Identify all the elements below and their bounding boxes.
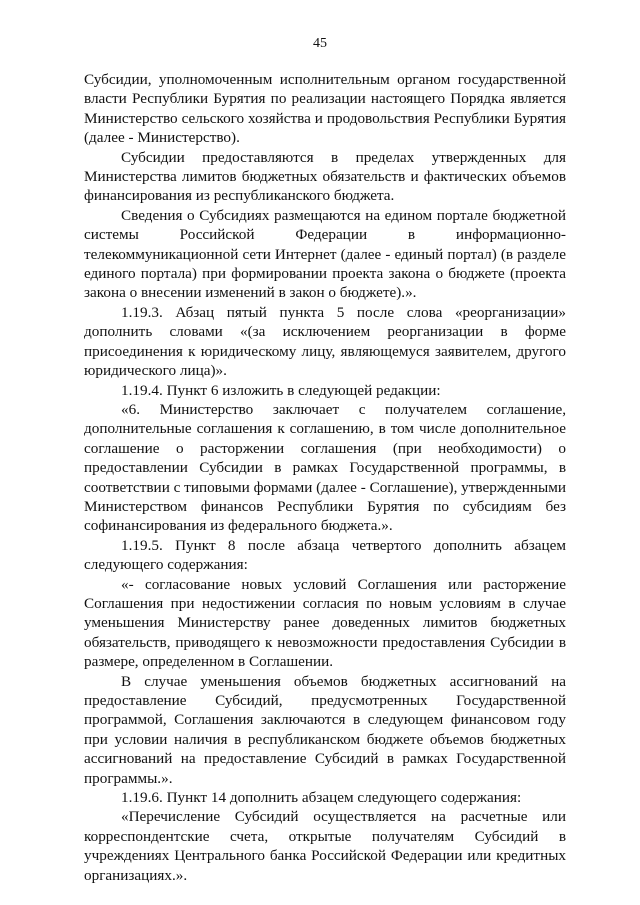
page-number: 45 bbox=[313, 36, 327, 51]
paragraph-amendment-1-19-4: 1.19.4. Пункт 6 изложить в следующей редакции: bbox=[121, 381, 441, 399]
paragraph-subsidy-limits: Субсидии предоставляются в пределах утвержденных для Министерства лимитов бюджетных обязательств и фактических объемов финансирования из республиканского бюджета. bbox=[84, 148, 566, 205]
paragraph-amendment-1-19-3: 1.19.3. Абзац пятый пункта 5 после слова «реорганизации» дополнить словами «(за исключением реорганизации в форме присоединения к юридическому лицу, являющемуся заявителем, другого юридического лица)». bbox=[84, 303, 566, 380]
paragraph-budget-reduction: В случае уменьшения объемов бюджетных ассигнований на предоставление Субсидий, предусмотренных Государственной программой, Соглашения заключаются в следующем финансовом году при условии наличия в республиканском бюджете объемов бюджетных ассигнований на предоставление Субсидий в рамках Государственной программы.». bbox=[84, 672, 566, 787]
paragraph-amendment-1-19-5: 1.19.5. Пункт 8 после абзаца четвертого дополнить абзацем следующего содержания: bbox=[84, 536, 566, 574]
paragraph-agreement-termination: «- согласование новых условий Соглашения или расторжение Соглашения при недостижении согласия по новым условиям в случае уменьшения Министерству ранее доведенных лимитов бюджетных обязательств, приводящего к невозможности предоставления Субсидии в размере, определенном в Соглашении. bbox=[84, 575, 566, 671]
paragraph-ministry-authority: Субсидии, уполномоченным исполнительным органом государственной власти Республики Бурятия по реализации настоящего Порядка является Министерство сельского хозяйства и продовольствия Республики Бурятия (далее - Министерство). bbox=[84, 71, 566, 147]
paragraph-clause-6-text: «6. Министерство заключает с получателем соглашение, дополнительные соглашения к соглашению, в том числе дополнительное соглашение о расторжении соглашения (при необходимости) о предоставлении Субсидии в рамках Государственной программы, в соответствии с типовыми формами (далее - Соглашение), утвержденными Министерством финансов Республики Бурятия по субсидиям без софинансирования из федерального бюджета.». bbox=[84, 400, 566, 535]
paragraph-portal-info: Сведения о Субсидиях размещаются на едином портале бюджетной системы Российской Федерации в информационно-телекоммуникационной сети Интернет (далее - единый портал) (в разделе единого портала) при формировании проекта закона о бюджете (проекта закона о внесении изменений в закон о бюджете).». bbox=[84, 206, 566, 302]
paragraph-amendment-1-19-6: 1.19.6. Пункт 14 дополнить абзацем следующего содержания: bbox=[121, 789, 522, 807]
document-body bbox=[84, 70, 566, 885]
paragraph-transfer-accounts: «Перечисление Субсидий осуществляется на расчетные или корреспондентские счета, открытые получателям Субсидий в учреждениях Центрального банка Российской Федерации или кредитных организациях.». bbox=[84, 808, 566, 884]
